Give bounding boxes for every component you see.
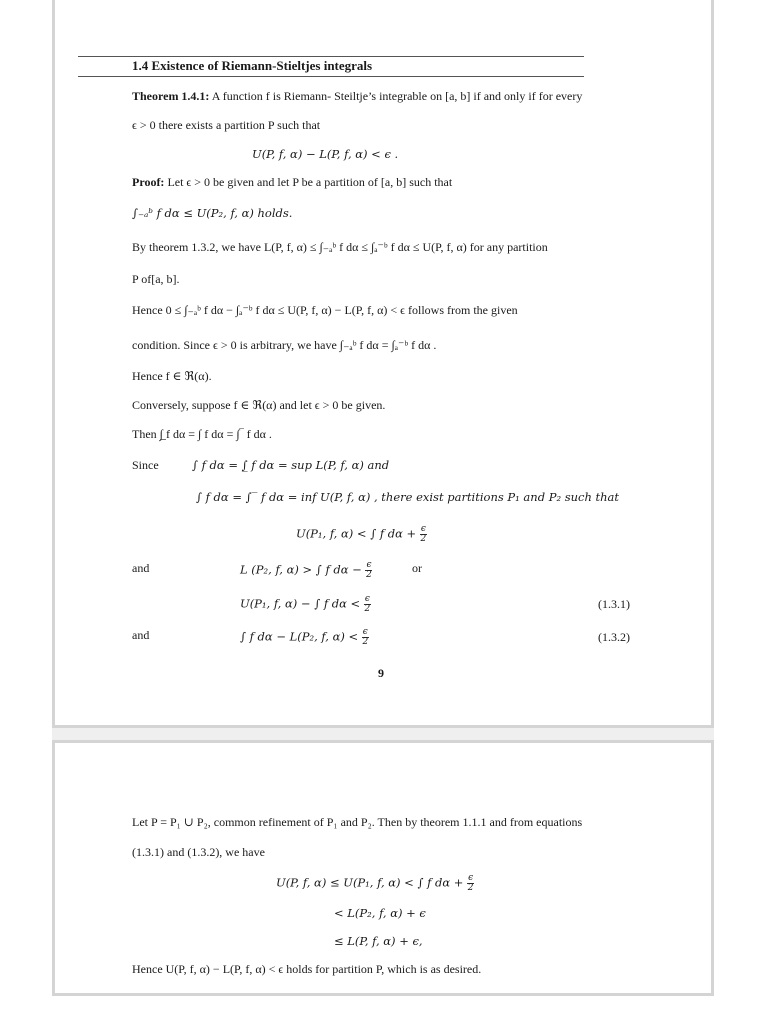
equation-u1-text: U(P₁, f, α) < ∫ f dα +	[296, 526, 417, 541]
conversely-line: Conversely, suppose f ∈ ℜ(α) and let ϵ > 0 be given.	[132, 398, 386, 412]
epsilon-over-two	[467, 874, 474, 893]
section-title: 1.4 Existence of Riemann-Stieltjes integrals	[132, 58, 373, 73]
frac-num: ϵ	[362, 627, 368, 637]
p2-conclusion: Hence U(P, f, α) − L(P, f, α) < ϵ holds for partition P, which is as desired.	[132, 962, 482, 976]
and-label-2: and	[132, 628, 150, 642]
frac-den: 2	[362, 637, 369, 647]
epsilon-over-two	[364, 595, 371, 614]
equation-u1	[296, 525, 427, 544]
partition-of-line: P of[a, b].	[132, 272, 180, 286]
document-page-1	[52, 0, 714, 728]
section-rule-bottom	[78, 76, 584, 77]
equation-131-text: U(P₁, f, α) − ∫ f dα <	[240, 596, 361, 611]
frac-num: ϵ	[364, 594, 370, 604]
theorem-line-2: ϵ > 0 there exists a partition P such that	[132, 118, 321, 132]
frac-den: 2	[366, 570, 372, 580]
equation-l2-text: L (P₂, f, α) > ∫ f dα −	[240, 562, 362, 577]
since-equation: ∫ f dα = ∫̲ f dα = sup L(P, f, α) and	[192, 458, 390, 472]
hence-line-2: Hence f ∈ ℜ(α).	[132, 369, 212, 383]
hence-line-1: Hence 0 ≤ ∫₋ₐᵇ f dα − ∫ₐ⁻ᵇ f dα ≤ U(P, f, α) − L(P, f, α) < ϵ follows from the given	[132, 303, 518, 317]
equation-132-number: (1.3.2)	[598, 630, 630, 644]
p2-equation-2: < L(P₂, f, α) + ϵ	[334, 906, 426, 920]
proof-label: Proof:	[132, 175, 165, 189]
frac-num: ϵ	[366, 560, 372, 570]
p2-line-1: Let P = P₁ ∪ P₂, common refinement of P₁ and P₂. Then by theorem 1.1.1 and from equations	[132, 815, 583, 829]
epsilon-over-two	[362, 628, 369, 647]
theorem-equation: U(P, f, α) − L(P, f, α) < ϵ .	[252, 147, 399, 161]
or-label: or	[412, 561, 422, 575]
equation-131	[240, 595, 371, 614]
theorem-label: Theorem 1.4.1:	[132, 89, 210, 103]
section-rule-top	[78, 56, 584, 57]
lower-integral-line: ∫₋ₐᵇ f dα ≤ U(P₂, f, α) holds.	[132, 206, 293, 220]
proof-line	[132, 175, 452, 189]
epsilon-over-two	[365, 561, 372, 580]
inf-line: ∫ f dα = ∫‾ f dα = inf U(P, f, α) , there exist partitions P₁ and P₂ such that	[196, 490, 620, 504]
frac-den: 2	[364, 604, 371, 614]
theorem-text: A function f is Riemann- Steiltje’s integrable on [a, b] if and only if for every	[211, 89, 583, 103]
p2-equation-3: ≤ L(P, f, α) + ϵ,	[334, 934, 423, 948]
since-label: Since	[132, 458, 159, 472]
then-line: Then ∫̲ f dα = ∫ f dα = ∫‾ f dα .	[132, 427, 272, 441]
theorem-line-1	[132, 89, 582, 103]
theorem-132-line: By theorem 1.3.2, we have L(P, f, α) ≤ ∫₋ₐᵇ f dα ≤ ∫ₐ⁻ᵇ f dα ≤ U(P, f, α) for any partition	[132, 240, 548, 254]
page-number: 9	[378, 666, 384, 680]
p2-line-2: (1.3.1) and (1.3.2), we have	[132, 845, 265, 859]
frac-den: 2	[467, 883, 474, 893]
frac-num: ϵ	[420, 524, 426, 534]
p2-equation-1	[276, 874, 474, 893]
equation-131-number: (1.3.1)	[598, 597, 630, 611]
condition-line: condition. Since ϵ > 0 is arbitrary, we have ∫₋ₐᵇ f dα = ∫ₐ⁻ᵇ f dα .	[132, 338, 437, 352]
equation-132	[240, 628, 369, 647]
proof-text: Let ϵ > 0 be given and let P be a partition of [a, b] such that	[167, 175, 453, 189]
and-label-1: and	[132, 561, 150, 575]
frac-num: ϵ	[468, 873, 474, 883]
document-page-2	[52, 740, 714, 996]
frac-den: 2	[420, 534, 427, 544]
equation-l2	[240, 561, 372, 580]
page-gap	[52, 728, 714, 740]
epsilon-over-two	[420, 525, 427, 544]
equation-132-text: ∫ f dα − L(P₂, f, α) <	[240, 629, 359, 644]
p2-equation-1-text: U(P, f, α) ≤ U(P₁, f, α) < ∫ f dα +	[276, 875, 464, 890]
